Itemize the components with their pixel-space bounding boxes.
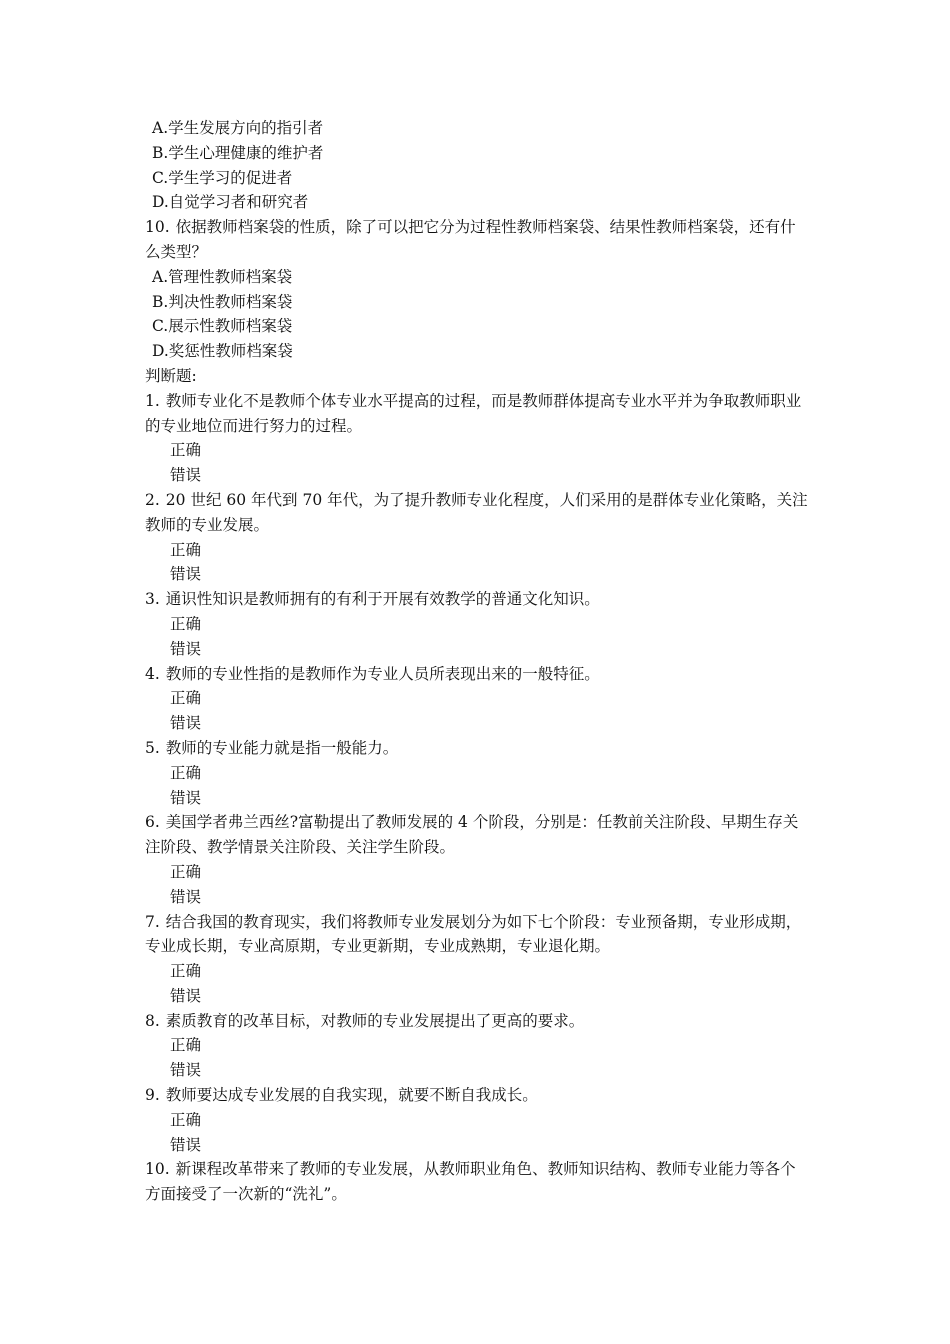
q9-option-d: D.自觉学习者和研究者 — [152, 193, 309, 212]
judge-3-answer-wrong: 错误 — [170, 639, 202, 658]
judge-text: 教师的专业能力就是指一般能力。 — [165, 738, 399, 757]
judge-question-2 — [145, 488, 810, 538]
judge-number: 8. — [145, 1011, 160, 1030]
judge-8-answer-correct: 正确 — [170, 1036, 202, 1055]
judge-text: 结合我国的教育现实，我们将教师专业发展划分为如下七个阶段：专业预备期，专业形成期，专业成长期，专业高原期，专业更新期，专业成熟期，专业退化期。 — [145, 912, 802, 956]
q10-option-c: C.展示性教师档案袋 — [152, 317, 293, 336]
judge-number: 4. — [145, 664, 160, 683]
judge-7-answer-wrong: 错误 — [170, 986, 202, 1005]
judge-9-answer-wrong: 错误 — [170, 1135, 202, 1154]
judge-9-answer-correct: 正确 — [170, 1110, 202, 1129]
document-page — [145, 116, 810, 1207]
q9-option-b: B.学生心理健康的维护者 — [152, 143, 324, 162]
q10-number: 10. — [145, 218, 170, 237]
judge-4-answer-wrong: 错误 — [170, 714, 202, 733]
q9-option-a: A.学生发展方向的指引者 — [152, 119, 324, 137]
judge-text: 美国学者弗兰西丝?富勒提出了教师发展的 4 个阶段，分别是：任教前关注阶段、早期生存关注阶段、教学情景关注阶段、关注学生阶段。 — [145, 813, 799, 857]
judge-question-1 — [145, 389, 810, 439]
judge-1-answer-wrong: 错误 — [170, 466, 202, 485]
judge-2-answer-wrong: 错误 — [170, 565, 202, 584]
judge-number: 7. — [145, 912, 160, 931]
judge-number: 2. — [145, 490, 160, 509]
judge-text: 教师专业化不是教师个体专业水平提高的过程，而是教师群体提高专业水平并为争取教师职业的专业地位而进行努力的过程。 — [145, 391, 802, 435]
judge-text: 教师的专业性指的是教师作为专业人员所表现出来的一般特征。 — [165, 664, 600, 683]
judge-number: 5. — [145, 738, 160, 757]
judge-7-answer-correct: 正确 — [170, 962, 202, 981]
judge-6-answer-correct: 正确 — [170, 862, 202, 881]
judge-question-8 — [145, 1009, 810, 1034]
q10-option-b: B.判决性教师档案袋 — [152, 292, 293, 311]
judge-question-6 — [145, 810, 810, 860]
judge-2-answer-correct: 正确 — [170, 540, 202, 559]
judge-number: 1. — [145, 391, 160, 410]
q10-text: 依据教师档案袋的性质，除了可以把它分为过程性教师档案袋、结果性教师档案袋，还有什么类型？ — [145, 218, 796, 261]
judge-question-5 — [145, 736, 810, 761]
q10-question — [145, 215, 810, 265]
judge-text: 教师要达成专业发展的自我实现，就要不断自我成长。 — [165, 1086, 538, 1105]
judge-4-answer-correct: 正确 — [170, 689, 202, 708]
judge-section-title: 判断题: — [145, 366, 197, 385]
judge-number: 10. — [145, 1160, 170, 1179]
q10-option-a: A.管理性教师档案袋 — [152, 267, 293, 286]
judge-question-3 — [145, 587, 810, 612]
judge-1-answer-correct: 正确 — [170, 441, 202, 460]
judge-5-answer-correct: 正确 — [170, 763, 202, 782]
judge-question-10 — [145, 1157, 810, 1207]
judge-question-7 — [145, 910, 810, 960]
judge-question-4 — [145, 662, 810, 687]
judge-5-answer-wrong: 错误 — [170, 788, 202, 807]
judge-8-answer-wrong: 错误 — [170, 1061, 202, 1080]
judge-number: 6. — [145, 813, 160, 832]
judge-3-answer-correct: 正确 — [170, 614, 202, 633]
judge-text: 素质教育的改革目标，对教师的专业发展提出了更高的要求。 — [165, 1011, 585, 1030]
judge-number: 9. — [145, 1086, 160, 1105]
judge-text: 新课程改革带来了教师的专业发展，从教师职业角色、教师知识结构、教师专业能力等各个方面接受了一次新的“洗礼”。 — [145, 1160, 796, 1204]
judge-question-9 — [145, 1083, 810, 1108]
judge-6-answer-wrong: 错误 — [170, 887, 202, 906]
q9-option-c: C.学生学习的促进者 — [152, 168, 293, 187]
q10-option-d: D.奖惩性教师档案袋 — [152, 342, 293, 361]
judge-text: 20 世纪 60 年代到 70 年代，为了提升教师专业化程度，人们采用的是群体专业化策略，关注教师的专业发展。 — [145, 490, 808, 534]
judge-text: 通识性知识是教师拥有的有利于开展有效教学的普通文化知识。 — [165, 590, 600, 609]
judge-number: 3. — [145, 590, 160, 609]
